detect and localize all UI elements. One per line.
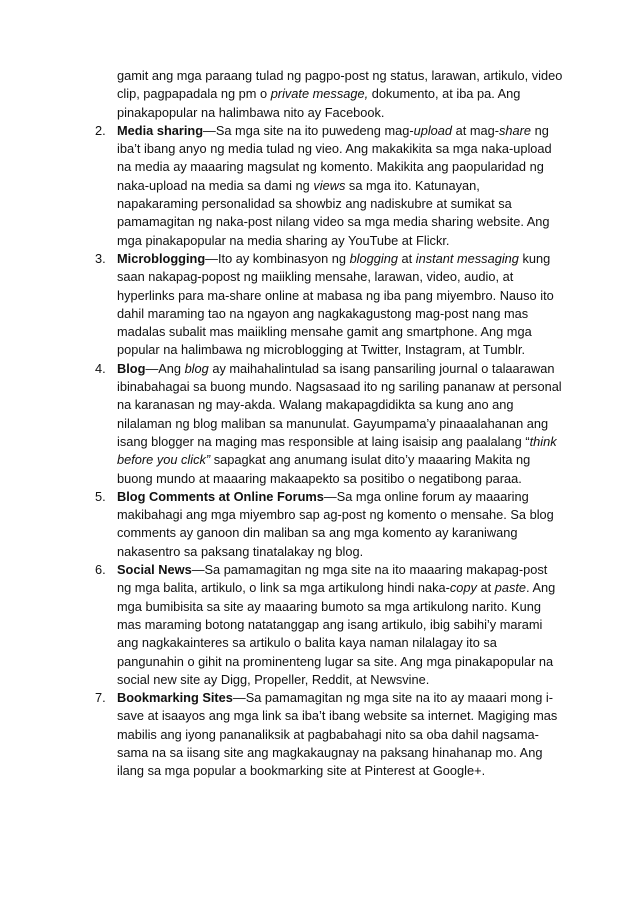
list-number: 2. <box>95 122 106 138</box>
item-heading: Blog <box>117 360 146 376</box>
italic-text: private message, <box>270 86 369 102</box>
body-text: sapagkat ang anumang isulat dito’y maaaring Makita ng buong mundo at maaaring makaapekto sa positibo o negatibong paraa. <box>117 452 531 486</box>
list-item-text <box>117 251 554 357</box>
italic-text: instant messaging <box>415 250 519 266</box>
italic-text: blog <box>184 360 209 376</box>
body-text: —Sa pamamagitan ng mga site na ito maaaring makapag-post ng mga balita, artikulo, o link sa mga artikulong hindi naka- <box>117 562 548 596</box>
body-text: —Ang <box>145 360 185 376</box>
italic-text: views <box>313 177 346 193</box>
list-item-text <box>117 123 552 248</box>
list-item <box>95 122 564 250</box>
list-item-text <box>117 489 554 559</box>
italic-text: think before you click” <box>117 433 557 468</box>
item-heading: Social News <box>117 562 192 578</box>
item-heading: Blog Comments at Online Forums <box>117 488 324 504</box>
item-heading: Microblogging <box>117 250 206 266</box>
italic-text: paste <box>494 580 527 596</box>
list-number: 7. <box>95 690 106 706</box>
body-text: sa mga ito. Katunayan, napakaraming personalidad sa showbiz ang nadiskubre at sumikat sa pamamagitan ng naka-post nilang video sa mga media sharing website. Ang mga pinakapopular na media sharing ay YouTube at Flickr. <box>117 177 550 248</box>
italic-text: blogging <box>349 250 398 266</box>
list-item-text <box>117 690 557 778</box>
list-number: 5. <box>95 488 106 504</box>
list-item <box>95 689 564 780</box>
body-text: . Ang mga bumibisita sa site ay maaaring bumoto sa mga artikulong narito. Kung mas maraming botong natatanggap ang isang artikulo, ibig sabihi’y marami ang nagkakainteres sa artikulo o balita kaya naman nilalagay ito sa pangunahin o gihit na prominenteng lugar sa site. Ang mga pinakapopular na social new site ay Digg, Propeller, Reddit, at Newsvine. <box>117 580 556 687</box>
body-text: —Ito ay kombinasyon ng <box>205 250 350 266</box>
numbered-list <box>95 122 564 781</box>
list-item <box>95 488 564 561</box>
list-item <box>95 360 564 488</box>
item-heading: Bookmarking Sites <box>117 690 233 706</box>
body-text: ay maihahalintulad sa isang pansariling journal o talaarawan ibinabahagai sa buong mundo. Nagsasaad ito ng sariling pananaw at personal na karanasan ng may-akda. Walang makapagdidikta sa kung ano ang nilalaman ng blog maliban sa manunulat. Gayumpama’y pinaaalahanan ang isang blogger na maging mas responsible at laing isaisip ang paalalang “ <box>117 360 562 449</box>
body-text: kung saan nakapag-popost ng maiikling mensahe, larawan, video, audio, at hyperlinks para ma-share online at mabasa ng iba pang miyembro. Nauso ito dahil maraming tao na ngayon ang nagkakagustong mag-post nang mas madalas subalit mas maiikling mensahe gamit ang smartphone. Ang mga popular na halimbawa ng microblogging at Twitter, Instagram, at Tumblr. <box>117 250 554 358</box>
list-number: 3. <box>95 250 106 266</box>
document-body <box>95 67 564 781</box>
body-text: —Sa pamamagitan ng mga site na ito ay maaari mong i-save at isaayos ang mga link sa iba’t ibang website sa internet. Magiging mas mabilis ang iyong pananaliksik at pagbabahagi nito sa oba dahil nagsama-sama na sa iisang site ang magkakaugnay na paksang hinahanap mo. Ang ilang sa mga popular a bookmarking site at Pinterest at Google+. <box>117 690 558 779</box>
intro-paragraph <box>117 67 564 122</box>
item-heading: Media sharing <box>117 122 204 138</box>
body-text: ng iba’t ibang anyo ng media tulad ng vieo. Ang makakikita sa mga naka-upload na media ay maaaring magsulat ng komento. Makikita ang paopularidad ng naka-upload na media sa dami ng <box>117 122 552 193</box>
list-item-text <box>117 562 555 687</box>
list-number: 4. <box>95 360 106 376</box>
body-text: at mag- <box>452 122 499 138</box>
body-text: —Sa mga online forum ay maaaring makibahagi ang mga miyembro sap ag-post ng komento o mensahe. Sa blog comments ay ganoon din maliban sa ang mga komento ay karaniwang nakasentro sa paksang tinatalakay ng blog. <box>117 488 554 559</box>
italic-text: copy <box>449 580 477 596</box>
list-item <box>95 250 564 360</box>
body-text: dokumento, at iba pa. Ang pinakapopular na halimbawa nito ay Facebook. <box>117 86 521 120</box>
list-item <box>95 561 564 689</box>
italic-text: share <box>499 122 532 138</box>
body-text: —Sa mga site na ito puwedeng mag- <box>203 122 414 138</box>
body-text: at <box>476 580 495 596</box>
list-number: 6. <box>95 562 106 578</box>
italic-text: upload <box>413 122 453 138</box>
list-item-text <box>117 361 562 486</box>
body-text: gamit ang mga paraang tulad ng pagpo-post ng status, larawan, artikulo, video clip, pagpapadala ng pm o <box>117 68 563 102</box>
body-text: at <box>397 250 416 266</box>
